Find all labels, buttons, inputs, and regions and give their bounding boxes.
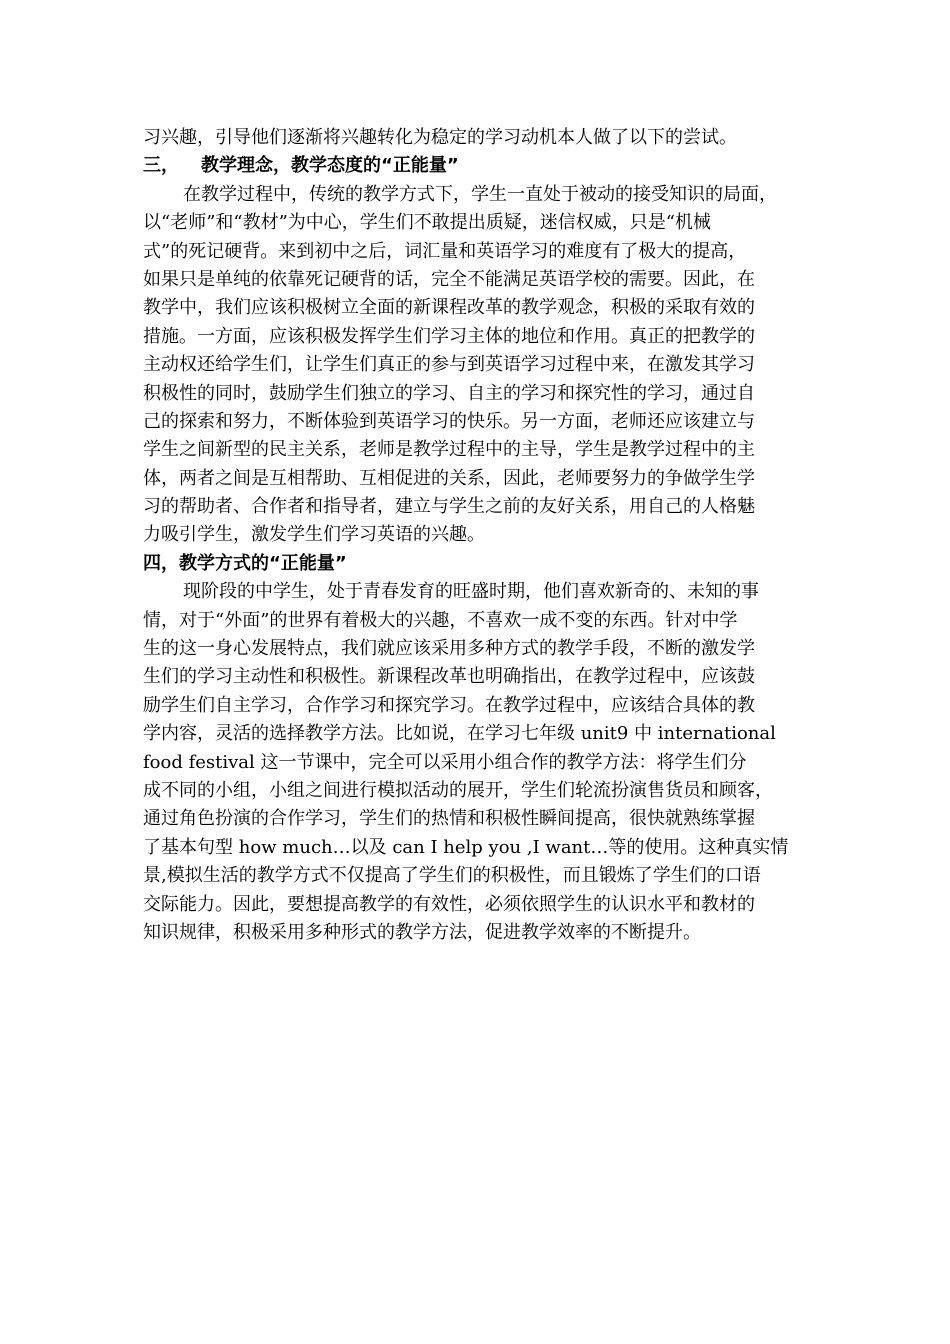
section-4-paragraph	[143, 578, 807, 947]
intro-line: 习兴趣，引导他们逐渐将兴趣转化为稳定的学习动机本人做了以下的尝试。	[143, 127, 737, 148]
paragraph-line: 力吸引学生，激发学生们学习英语的兴趣。	[143, 524, 485, 546]
paragraph-line: 生们的学习主动性和积极性。新课程改革也明确指出，在教学过程中，应该鼓	[143, 666, 755, 688]
paragraph-line: 学内容，灵活的选择教学方法。比如说，在学习七年级 unit9 中 international	[143, 723, 776, 745]
paragraph-line: 情，对于“外面”的世界有着极大的兴趣，不喜欢一成不变的东西。针对中学	[143, 609, 738, 631]
paragraph-line: 教学中，我们应该积极树立全面的新课程改革的教学观念，积极的采取有效的	[143, 297, 755, 319]
section-4-heading: 四，教学方式的“正能量”	[143, 552, 347, 574]
paragraph-line: 在教学过程中，传统的教学方式下，学生一直处于被动的接受知识的局面，	[183, 183, 777, 205]
paragraph-line: 主动权还给学生们，让学生们真正的参与到英语学习过程中来，在激发其学习	[143, 354, 755, 376]
paragraph-line: 式”的死记硬背。来到初中之后，词汇量和英语学习的难度有了极大的提高，	[143, 240, 747, 262]
paragraph-line: 励学生们自主学习，合作学习和探究学习。在教学过程中，应该结合具体的教	[143, 694, 755, 716]
paragraph-line: 生的这一身心发展特点，我们就应该采用多种方式的教学手段，不断的激发学	[143, 638, 755, 660]
section-3-title: 教学理念，教学态度的“正能量”	[201, 155, 459, 177]
paragraph-line: 习的帮助者、合作者和指导者，建立与学生之前的友好关系，用自己的人格魅	[143, 496, 755, 518]
paragraph-line: food festival 这一节课中，完全可以采用小组合作的教学方法：将学生们分	[143, 751, 747, 773]
paragraph-line: 己的探索和努力，不断体验到英语学习的快乐。另一方面，老师还应该建立与	[143, 410, 755, 432]
section-3-paragraph	[143, 181, 807, 550]
paragraph-line: 现阶段的中学生，处于青春发育的旺盛时期，他们喜欢新奇的、未知的事	[183, 581, 759, 603]
section-3-heading	[143, 152, 807, 180]
paragraph-line: 交际能力。因此，要想提高教学的有效性，必须依照学生的认识水平和教材的	[143, 893, 755, 915]
paragraph-line: 积极性的同时，鼓励学生们独立的学习、自主的学习和探究性的学习，通过自	[143, 382, 755, 404]
paragraph-line: 如果只是单纯的依靠死记硬背的话，完全不能满足英语学校的需要。因此，在	[143, 268, 755, 290]
paragraph-line: 成不同的小组，小组之间进行模拟活动的展开，学生们轮流扮演售货员和顾客，	[143, 779, 773, 801]
paragraph-line: 以“老师”和“教材”为中心，学生们不敢提出质疑，迷信权威，只是“机械	[143, 212, 712, 234]
paragraph-line: 措施。一方面，应该积极发挥学生们学习主体的地位和作用。真正的把教学的	[143, 325, 755, 347]
paragraph-line: 学生之间新型的民主关系，老师是教学过程中的主导，学生是教学过程中的主	[143, 439, 755, 461]
document-body	[143, 124, 807, 947]
paragraph-line: 景,模拟生活的教学方式不仅提高了学生们的积极性，而且锻炼了学生们的口语	[143, 865, 761, 887]
paragraph-line: 体，两者之间是互相帮助、互相促进的关系，因此，老师要努力的争做学生学	[143, 467, 755, 489]
section-3-number: 三，	[143, 155, 179, 177]
paragraph-line: 了基本句型 how much…以及 can I help you ,I want…等的使用。这种真实情	[143, 836, 789, 858]
paragraph-line: 通过角色扮演的合作学习，学生们的热情和积极性瞬间提高，很快就熟练掌握	[143, 808, 755, 830]
paragraph-line: 知识规律，积极采用多种形式的教学方法，促进教学效率的不断提升。	[143, 921, 701, 943]
